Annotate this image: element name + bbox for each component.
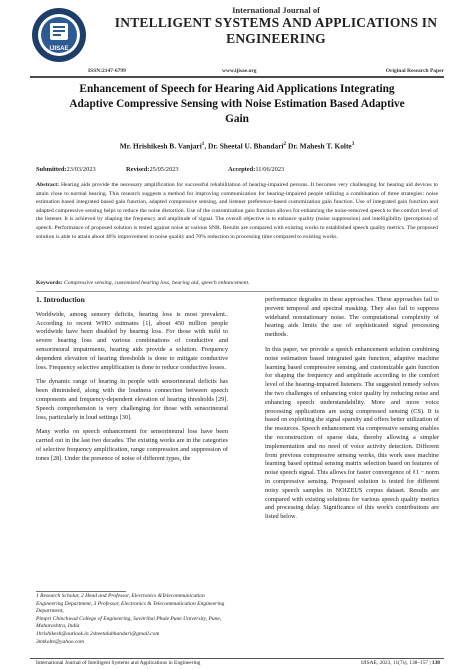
title-line-1: Enhancement of Speech for Hearing Aid Applications Integrating xyxy=(79,83,395,95)
submitted-value: 23/03/2023 xyxy=(66,166,96,173)
left-column xyxy=(36,296,228,470)
masthead xyxy=(0,0,474,80)
masthead-rule xyxy=(30,76,444,78)
footnotes xyxy=(36,593,228,646)
author-3: Dr. Mahesh T. Kolte xyxy=(286,141,352,151)
intro-paragraph-2: The dynamic range of hearing in people with sensorineural deficits has been diminished, along with the loudness connection between speech components and frequency-dependent elevation of hearing thresholds [29]. Speech comprehension is very challenging for those with sensorineural loss, particularly in loud settings [30]. xyxy=(36,378,228,421)
footer-citation-text: IJISAE, 2023, 11(7s), 138–157 | xyxy=(360,660,432,666)
author-2: , Dr. Sheetal U. Bhandari xyxy=(204,141,284,151)
issn: ISSN:2147-6799 xyxy=(88,68,126,74)
journal-title xyxy=(96,15,456,47)
intro-paragraph-4: performance degrades in these approaches. These approaches fail to prevent temporal and spectral masking. They also fail to suppress wideband nonstationary noise. The computational complexity of hearing aids limits the use of sophisticated signal processing methods. xyxy=(265,296,439,339)
section-heading-introduction: 1. Introduction xyxy=(36,295,85,304)
keywords-text: Compressive sensing, customized hearing loss, hearing aid, speech enhancement. xyxy=(62,280,250,286)
abstract-rule xyxy=(36,291,438,292)
author-1: Mr. Hrishikesh B. Vanjari xyxy=(119,141,202,151)
journal-website: www.ijisae.org xyxy=(222,68,257,74)
intro-paragraph-1: Worldwide, among sensory deficits, hearing loss is most prevalent.. According to recent WHO estimates [1], about 450 million people worldwide have been disabled by hearing loss. For those with mild to severe hearing loss and various combinations of conductive and sensorineural impairments, hearing aids provide a solution. Frequency dependent elevation of hearing thresholds is done to mitigate conductive loss. Frequency selective amplification is done to reduce conductive losses. xyxy=(36,310,228,371)
intro-paragraph-3: Many works on speech enhancement for sensorineural loss have been carried out in the last two decades. The existing works are in the categories of selective frequency amplification, range compression and suppression of tones [28]. Under the presence of noise of different types, the xyxy=(36,428,228,462)
revised-label: Revised: xyxy=(126,166,150,173)
page-number: 138 xyxy=(431,660,440,666)
title-line-2: Adaptive Compressive Sensing with Noise Estimation Based Adaptive xyxy=(69,98,405,110)
paper-title xyxy=(30,82,444,127)
footnote-affiliations: 1 Research Scholar, 2 Head and Professor, Electronics &Telecommunication Engineering Department, 3 Professor, Electronics & Telecommunication Engineering Department, xyxy=(36,593,225,615)
revised-date xyxy=(126,166,179,173)
author-3-affil: 3 xyxy=(351,141,355,147)
submission-dates xyxy=(36,166,456,176)
accepted-value: 11/06/2023 xyxy=(255,166,285,173)
keywords-label: Keywords: xyxy=(36,280,63,286)
footer-citation xyxy=(361,660,440,666)
journal-logo-icon xyxy=(30,6,88,64)
accepted-date xyxy=(228,166,284,173)
journal-title-line-2: ENGINEERING xyxy=(226,31,326,46)
keywords xyxy=(36,279,438,288)
journal-pretitle: International Journal of xyxy=(232,5,320,15)
right-column xyxy=(265,296,439,528)
abstract-text: Hearing aids provide the necessary amplification for successful rehabilitation of hearing-impaired persons. It becomes very challenging for hearing aid devices to attain close to normal hearing. This research suggests a method for improving communication for hearing-impaired people utilizing a combination of three strategies: noise estimation based integrated based gain function, adapted compressive sensing, and listener preference-based customization gain function. Use of integrated gain function and adapted compressive sensing helps to reduce the noise distortion. Use of the customization gain function allows for enhancing the noise-removed speech to the comfort level of the listener. It is achieved by shaping the frequency and amplitude of signal. The overall objective is to enhance quality (noise suppression) and intelligibility (perception) of speech. Performance of proposed solution is tested against noise at various SNR. Results are compared with existing works to established speech quality metrics. The proposed solution is able to attain about 40% improvement in noise quality and 70% reduction in processing time compared to existing works. xyxy=(36,182,438,240)
accepted-label: Accepted: xyxy=(228,166,256,173)
footnote-emails-1: 1hrishikesh@outlook.in 2sheetalubhandari@gmail.com xyxy=(36,630,160,637)
paper-type: Original Research Paper xyxy=(385,68,444,74)
footnote-rule xyxy=(36,591,126,592)
submitted-label: Submitted: xyxy=(36,166,67,173)
abstract-label: Abstract: xyxy=(36,182,60,188)
intro-paragraph-5: In this paper, we provide a speech enhancement solution combining noise estimation based integrated gain function, adaptive machine learning based compressive sensing, and customizable gain function for shaping the frequency and amplitude according to the comfort level of the hearing-impaired listeners. The suggested remedy solves the two challenges of enhancing voice quality by reducing noise and enhancing speech understandability. More and more voice processing applications are using compressed sensing (CS). It is based on exploiting the signal sparsity and offers better utilization of the resources. Speech enhancement via compressive sensing enables the reconstruction of sparse data, thereby allowing a simpler implementation and no need of voice activity detection. Different from previous compressive sensing works, this work uses machine learning based optimal sensing matrix selection based on features of noise speech signal. This allows for faster convergence of ℓ1 − norm in compressive sensing. Proposed solution is tested for different noisy speech samples in NOIZEUS corpus dataset. Results are compared with existing solutions for various speech quality metrics and processing delay. Significance of this work's contributions are listed below. xyxy=(265,345,439,521)
logo-text: IJISAE xyxy=(49,46,69,52)
abstract xyxy=(36,181,438,241)
revised-value: 25/05/2023 xyxy=(149,166,179,173)
journal-title-line-1: INTELLIGENT SYSTEMS AND APPLICATIONS IN xyxy=(114,15,438,30)
submitted-date xyxy=(36,166,96,173)
author-1-affil: 1 xyxy=(201,141,205,147)
footnote-institution: Pimpri Chinchwad College of Engineering, Savitribai Phule Pune University, Pune, xyxy=(36,615,222,622)
footer-rule xyxy=(30,658,444,659)
footnote-emails-2: 3mtkolte@yahoo.com xyxy=(36,638,84,645)
title-line-3: Gain xyxy=(225,113,249,125)
footnote-location: Maharashtra, India xyxy=(36,623,80,630)
author-list xyxy=(30,141,444,150)
footer-journal: International Journal of Intelligent Systems and Applications in Engineering xyxy=(36,660,201,666)
author-2-affil: 2 xyxy=(283,141,287,147)
